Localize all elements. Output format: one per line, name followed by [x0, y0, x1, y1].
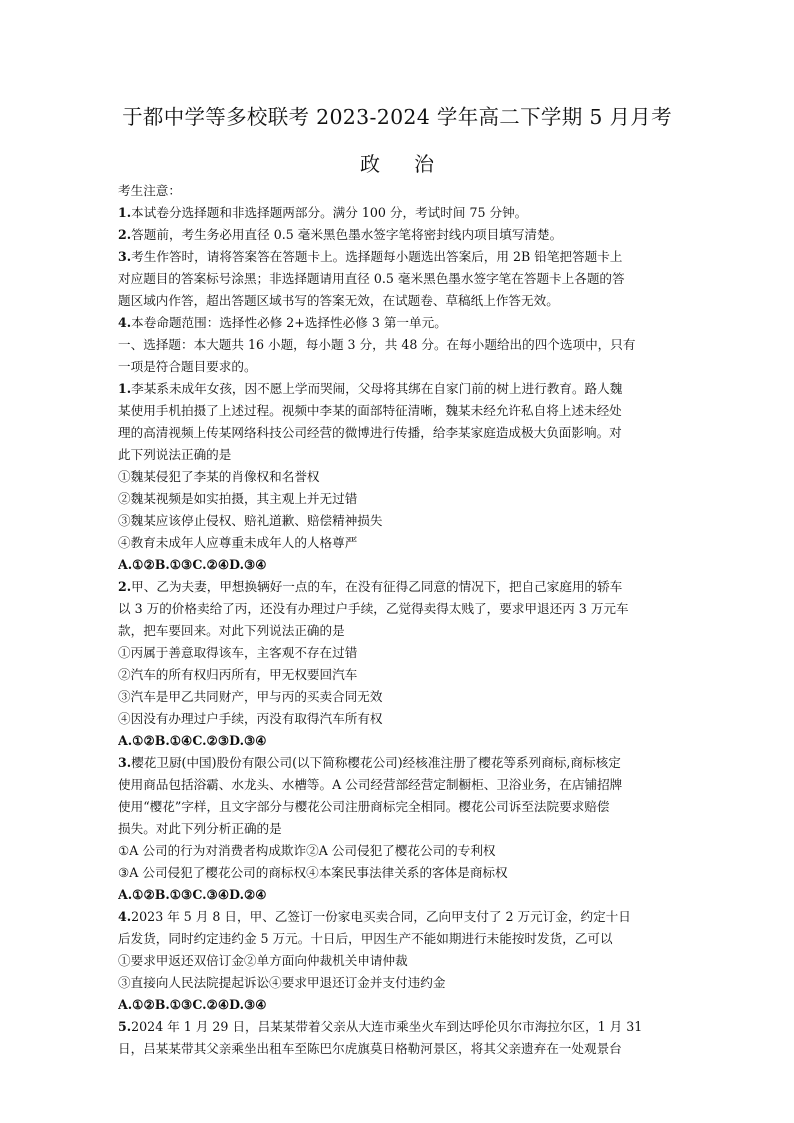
question-stem: 损失。对此下列分析正确的是 [118, 821, 282, 836]
question-stem: 以 3 万的价格卖给了丙，还没有办理过户手续，乙觉得卖得太贱了，要求甲退还丙 3 万元车 [118, 601, 629, 616]
note-number: 4. [118, 315, 132, 330]
question-option: ④因没有办理过户手续，丙没有取得汽车所有权 [118, 711, 383, 726]
exam-content [118, 180, 680, 1060]
subject-char: 政 [360, 152, 380, 176]
question-number: 4. [118, 909, 132, 924]
question-number: 3. [118, 755, 132, 770]
note-line [118, 224, 680, 246]
question-stem: 后发货，同时约定违约金 5 万元。十日后，甲因生产不能如期进行未能按时发货，乙可以 [118, 931, 613, 946]
question-option: ③魏某应该停止侵权、赔礼道歉、赔偿精神损失 [118, 513, 383, 528]
question-stem [118, 1016, 680, 1038]
question-stem [118, 906, 680, 928]
subject-title [0, 148, 794, 177]
answer-choices: A.①②B.①④C.②③D.③④ [118, 733, 267, 748]
question-number: 1. [118, 381, 132, 396]
question-stem: 理的高清视频上传某网络科技公司经营的微博进行传播，给李某家庭造成极大负面影响。对 [118, 425, 622, 440]
question-text: 2024 年 1 月 29 日，吕某某带着父亲从大连市乘坐火车到达呼伦贝尔市海拉尔区，1 月 31 [131, 1019, 643, 1034]
note-text: 本卷命题范围：选择性必修 2+选择性必修 3 第一单元。 [131, 315, 447, 330]
question-stem [118, 378, 680, 400]
exam-title: 于都中学等多校联考 2023-2024 学年高二下学期 5 月月考 [122, 105, 672, 129]
section-instruction: 一项是符合题目要求的。 [118, 359, 257, 374]
question-option: ①魏某侵犯了李某的肖像权和名誉权 [118, 469, 320, 484]
question-text: 李某系未成年女孩，因不愿上学而哭闹，父母将其绑在自家门前的树上进行教育。路人魏 [131, 381, 623, 396]
note-line: 题区域内作答，超出答题区域书写的答案无效，在试题卷、草稿纸上作答无效。 [118, 293, 559, 308]
note-text: 本试卷分选择题和非选择题两部分。满分 100 分，考试时间 75 分钟。 [131, 205, 528, 220]
question-option: ③汽车是甲乙共同财产，甲与丙的买卖合同无效 [118, 689, 383, 704]
answer-choices: A.①②B.①③C.②④D.③④ [118, 997, 267, 1012]
answer-choices: A.①②B.①③C.②④D.③④ [118, 557, 267, 572]
question-option: ①丙属于善意取得该车，主客观不存在过错 [118, 645, 358, 660]
note-text: 考生作答时，请将答案答在答题卡上。选择题每小题选出答案后，用 2B 铅笔把答题卡上 [131, 249, 623, 264]
note-text: 答题前，考生务必用直径 0.5 毫米黑色墨水签字笔将密封线内项目填写清楚。 [131, 227, 563, 242]
question-option: ④教育未成年人应尊重未成年人的人格尊严 [118, 535, 358, 550]
question-text: 樱花卫厨(中国)股份有限公司(以下简称樱花公司)经核准注册了樱花等系列商标,商标核定 [131, 755, 621, 770]
question-stem: 此下列说法正确的是 [118, 447, 232, 462]
note-line [118, 246, 680, 268]
question-option: ③A 公司侵犯了樱花公司的商标权④本案民事法律关系的客体是商标权 [118, 865, 508, 880]
note-number: 1. [118, 205, 132, 220]
question-option: ②魏某视频是如实拍摄，其主观上并无过错 [118, 491, 358, 506]
question-stem: 日，吕某某带其父亲乘坐出租车至陈巴尔虎旗莫日格勒河景区，将其父亲遗弃在一处观景台 [118, 1041, 622, 1056]
note-number: 3. [118, 249, 132, 264]
answer-choices: A.①②B.①③C.③④D.②④ [118, 887, 267, 902]
question-option: ①A 公司的行为对消费者构成欺诈②A 公司侵犯了樱花公司的专利权 [118, 843, 496, 858]
question-text: 2023 年 5 月 8 日，甲、乙签订一份家电买卖合同，乙向甲支付了 2 万元订金，约定十日 [131, 909, 631, 924]
notes-heading: 考生注意： [118, 183, 181, 198]
section-instruction: 一、选择题：本大题共 16 小题，每小题 3 分，共 48 分。在每小题给出的四个选项中，只有 [118, 337, 636, 352]
subject-char: 治 [414, 152, 434, 176]
question-text: 甲、乙为夫妻，甲想换辆好一点的车，在没有征得乙同意的情况下，把自己家庭用的轿车 [131, 579, 623, 594]
note-line [118, 202, 680, 224]
note-number: 2. [118, 227, 132, 242]
question-stem: 使用商品包括浴霸、水龙头、水槽等。A 公司经营部经营定制橱柜、卫浴业务，在店铺招牌 [118, 777, 623, 792]
question-stem: 款，把车要回来。对此下列说法正确的是 [118, 623, 345, 638]
note-line: 对应题目的答案标号涂黑；非选择题请用直径 0.5 毫米黑色墨水签字笔在答题卡上各题的答 [118, 271, 625, 286]
question-stem [118, 576, 680, 598]
question-option: ②汽车的所有权归丙所有，甲无权要回汽车 [118, 667, 358, 682]
question-stem [118, 752, 680, 774]
question-stem: 使用“樱花”字样，且文字部分与樱花公司注册商标完全相同。樱花公司诉至法院要求赔偿 [118, 799, 610, 814]
question-option: ③直接向人民法院提起诉讼④要求甲退还订金并支付违约金 [118, 975, 446, 990]
question-number: 2. [118, 579, 132, 594]
question-stem: 某使用手机拍摄了上述过程。视频中李某的面部特征清晰，魏某未经允许私自将上述未经处 [118, 403, 622, 418]
question-option: ①要求甲返还双倍订金②单方面向仲裁机关申请仲裁 [118, 953, 408, 968]
question-number: 5. [118, 1019, 132, 1034]
note-line [118, 312, 680, 334]
